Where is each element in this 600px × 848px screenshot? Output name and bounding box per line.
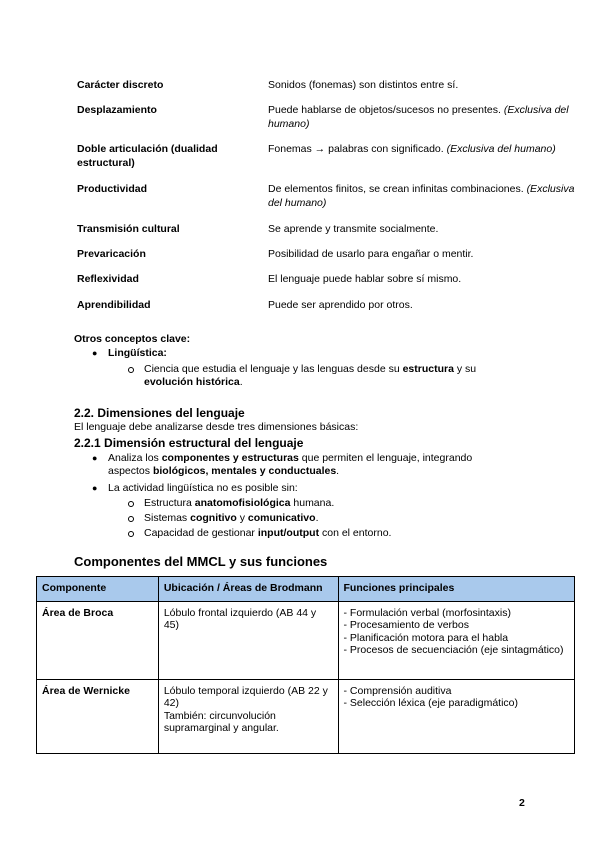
circle-bullet-icon: [128, 516, 134, 522]
otros-heading: Otros conceptos clave:: [74, 333, 191, 345]
page-number: 2: [519, 797, 525, 809]
section-heading-dimensiones: 2.2. Dimensiones del lenguaje: [74, 406, 245, 420]
requirement-item: Sistemas cognitivo y comunicativo.: [144, 512, 319, 524]
circle-bullet-icon: [128, 531, 134, 537]
property-description: Sonidos (fonemas) son distintos entre sí.: [268, 79, 459, 91]
subsection-heading-estructural: 2.2.1 Dimensión estructural del lenguaje: [74, 436, 304, 450]
mmcl-table: [36, 576, 575, 754]
property-name: Productividad: [77, 183, 148, 195]
requirement-item: Capacidad de gestionar input/output con el entorno.: [144, 527, 392, 539]
estructural-bullet-2: La actividad lingüística no es posible sin:: [108, 482, 298, 494]
column-header: Funciones principales: [338, 577, 575, 602]
property-name: Carácter discreto: [77, 79, 164, 91]
property-description: De elementos finitos, se crean infinitas combinaciones. (Exclusiva del humano): [268, 183, 575, 209]
property-name: Aprendibilidad: [77, 299, 151, 311]
functions-cell: - Formulación verbal (morfosintaxis) - Procesamiento de verbos - Planificación motora para el habla - Procesos de secuenciación (eje sintagmático): [338, 601, 575, 679]
circle-bullet-icon: [128, 501, 134, 507]
property-description: Puede ser aprendido por otros.: [268, 299, 413, 311]
location-cell: Lóbulo frontal izquierdo (AB 44 y 45): [158, 601, 338, 679]
functions-cell: - Comprensión auditiva - Selección léxica (eje paradigmático): [338, 679, 575, 753]
property-description: Fonemas → palabras con significado. (Exclusiva del humano): [268, 143, 556, 155]
circle-bullet-icon: [128, 367, 134, 373]
property-description: El lenguaje puede hablar sobre sí mismo.: [268, 273, 462, 285]
exclusive-note: (Exclusiva del humano): [268, 183, 575, 209]
linguistica-item: Lingüística:: [108, 347, 167, 359]
bullet-icon: ●: [92, 483, 98, 493]
property-name: Transmisión cultural: [77, 223, 180, 235]
component-cell: Área de Wernicke: [37, 679, 159, 753]
exclusive-note: (Exclusiva del humano): [446, 143, 556, 155]
requirement-item: Estructura anatomofisiológica humana.: [144, 497, 335, 509]
table-row: [37, 679, 575, 753]
table-header-row: [37, 577, 575, 602]
location-cell: Lóbulo temporal izquierdo (AB 22 y 42) También: circunvolución supramarginal y angular.: [158, 679, 338, 753]
estructural-bullet-1: Analiza los componentes y estructuras que permiten el lenguaje, integrando aspectos biológicos, mentales y conductuales.: [108, 452, 473, 477]
bullet-icon: ●: [92, 348, 98, 358]
exclusive-note: (Exclusiva del humano): [268, 104, 569, 130]
property-description: Se aprende y transmite socialmente.: [268, 223, 439, 235]
column-header: Componente: [37, 577, 159, 602]
column-header: Ubicación / Áreas de Brodmann: [158, 577, 338, 602]
table-row: [37, 601, 575, 679]
bullet-icon: ●: [92, 453, 98, 463]
mmcl-title: Componentes del MMCL y sus funciones: [74, 554, 328, 569]
property-name: Doble articulación (dualidad estructural): [77, 143, 218, 169]
dimensiones-intro: El lenguaje debe analizarse desde tres dimensiones básicas:: [74, 421, 359, 433]
property-name: Reflexividad: [77, 273, 139, 285]
property-name: Prevaricación: [77, 248, 146, 260]
property-name: Desplazamiento: [77, 104, 157, 116]
property-description: Puede hablarse de objetos/sucesos no presentes. (Exclusiva del humano): [268, 104, 569, 130]
component-cell: Área de Broca: [37, 601, 159, 679]
linguistica-definition: Ciencia que estudia el lenguaje y las lenguas desde su estructura y su evolución histórica.: [144, 363, 477, 388]
property-description: Posibilidad de usarlo para engañar o mentir.: [268, 248, 474, 260]
